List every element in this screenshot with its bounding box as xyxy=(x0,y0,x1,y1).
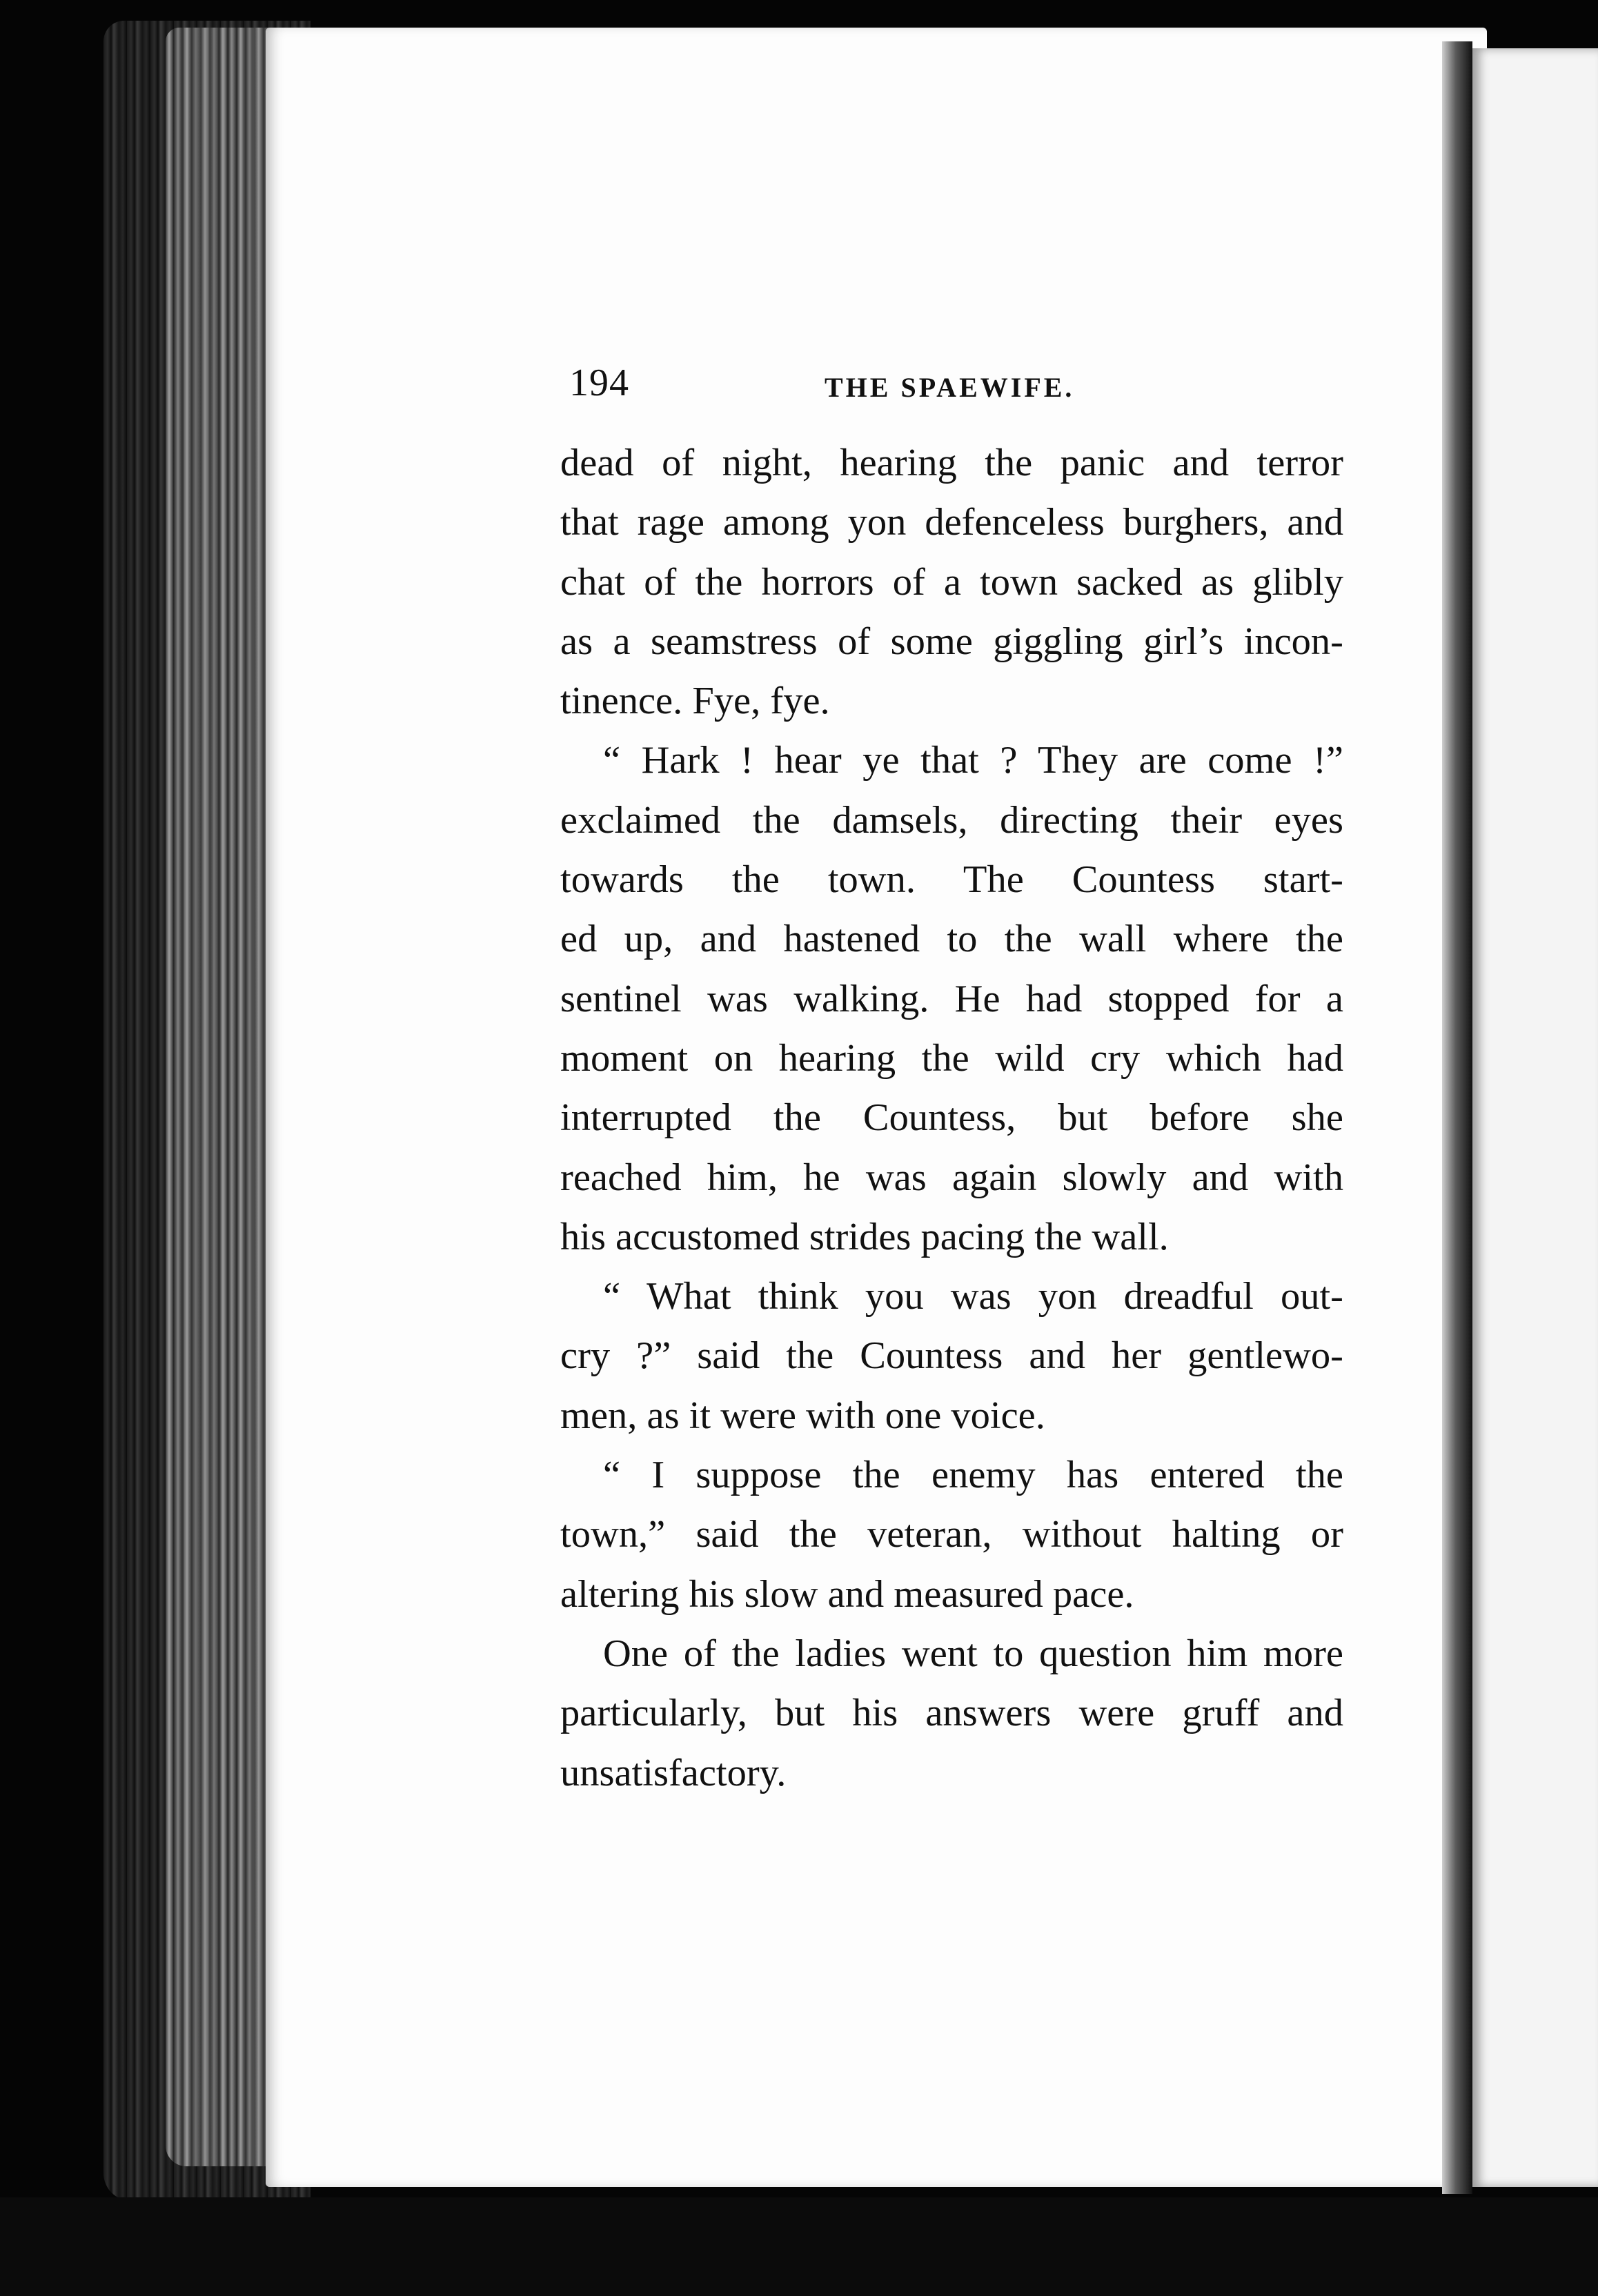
running-title: THE SPAEWIFE. xyxy=(825,372,1075,403)
text-line: tinence. Fye, fye. xyxy=(560,680,830,723)
book-page-edges xyxy=(166,28,276,2166)
text-line: altering his slow and measured pace. xyxy=(560,1572,1134,1616)
text-line: exclaimed the damsels, directing their eyes xyxy=(560,798,1343,842)
scan-bottom-border xyxy=(0,2197,1598,2296)
text-line: as a seamstress of some giggling girl’s incon- xyxy=(560,620,1343,663)
book-gutter-shadow xyxy=(1442,41,1472,2194)
text-line: reached him, he was again slowly and with xyxy=(560,1156,1343,1199)
text-line: “ I suppose the enemy has entered the xyxy=(603,1454,1343,1497)
text-line: that rage among yon defenceless burghers, and xyxy=(560,501,1343,544)
text-line: “ Hark ! hear ye that ? They are come !” xyxy=(603,739,1343,782)
text-line: ed up, and hastened to the wall where the xyxy=(560,918,1343,961)
body-text xyxy=(560,433,1343,1803)
text-line: “ What think you was yon dreadful out- xyxy=(603,1275,1343,1318)
text-line: sentinel was walking. He had stopped for a xyxy=(560,977,1343,1020)
text-line: towards the town. The Countess start- xyxy=(560,858,1343,902)
page-number: 194 xyxy=(569,362,629,404)
text-line: his accustomed strides pacing the wall. xyxy=(560,1215,1169,1258)
text-line: moment on hearing the wild cry which had xyxy=(560,1036,1343,1080)
text-line: town,” said the veteran, without halting or xyxy=(560,1513,1343,1556)
text-line: cry ?” said the Countess and her gentlewo- xyxy=(560,1334,1343,1378)
text-line: men, as it were with one voice. xyxy=(560,1394,1045,1437)
text-line: chat of the horrors of a town sacked as glibly xyxy=(560,560,1343,604)
text-line: One of the ladies went to question him more xyxy=(603,1632,1343,1675)
text-line: particularly, but his answers were gruff and xyxy=(560,1692,1343,1735)
text-line: dead of night, hearing the panic and terror xyxy=(560,442,1343,484)
text-line: unsatisfactory. xyxy=(560,1751,787,1794)
facing-page-sliver xyxy=(1472,48,1598,2187)
running-head xyxy=(569,359,1349,414)
text-line: interrupted the Countess, but before she xyxy=(560,1096,1343,1140)
